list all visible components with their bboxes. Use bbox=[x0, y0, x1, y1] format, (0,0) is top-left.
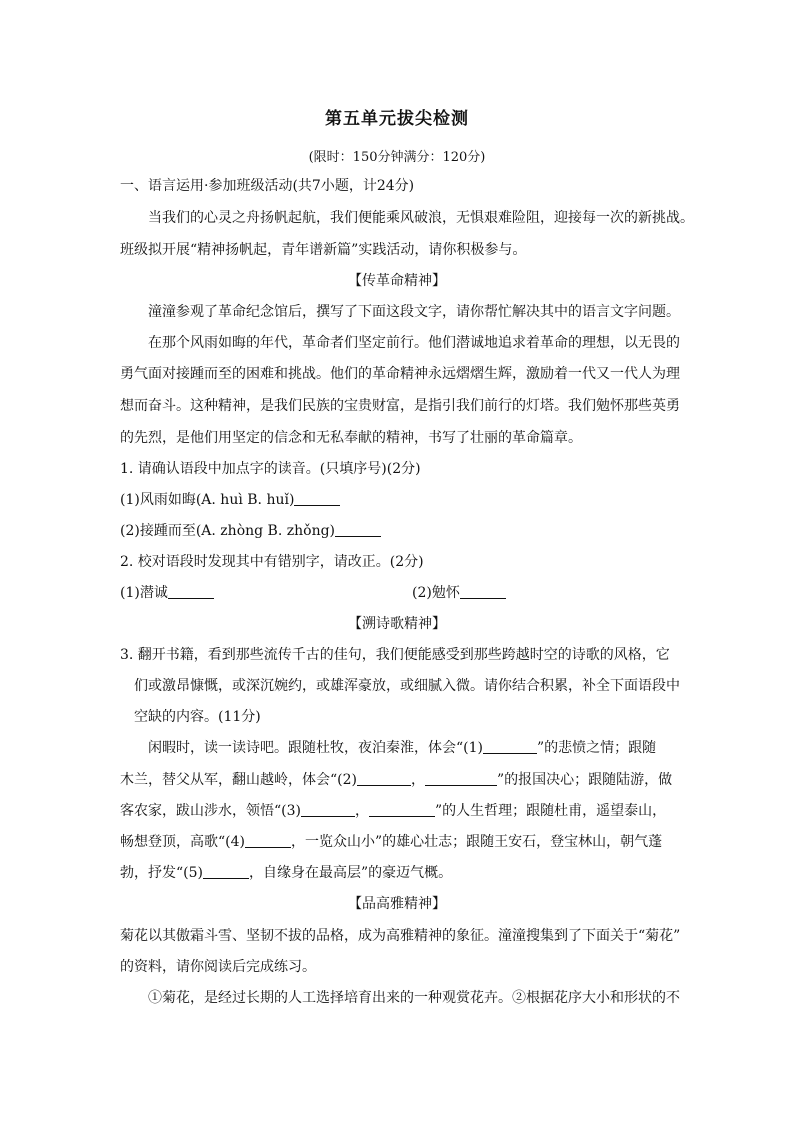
poetry-text: ”的报国决心；跟随陆游，做 bbox=[497, 772, 673, 788]
answer-blank[interactable] bbox=[460, 584, 506, 599]
poetry-text: ， bbox=[411, 772, 425, 788]
part1-intro: 潼潼参观了革命纪念馆后，撰写了下面这段文字，请你帮忙解决其中的语言文字问题。 bbox=[148, 304, 680, 320]
answer-blank[interactable] bbox=[357, 771, 411, 786]
poetry-line-2 bbox=[120, 770, 680, 790]
answer-blank[interactable] bbox=[245, 833, 291, 848]
answer-blank[interactable] bbox=[168, 584, 214, 599]
poetry-text: 客农家，跋山涉水，领悟“(3) bbox=[120, 803, 301, 819]
answer-blank[interactable] bbox=[301, 802, 355, 817]
time-score-info: (限时：150分钟满分：120分) bbox=[308, 150, 486, 165]
question-3-stem-2: 们或激昂慷慨，或深沉婉约，或雄浑豪放，或细腻入微。请你结合积累，补全下面语段中 bbox=[134, 678, 680, 694]
question-2-item-2-text: (2)勉怀 bbox=[412, 585, 460, 601]
question-1-stem: 1. 请确认语段中加点字的读音。(只填序号)(2分) bbox=[120, 461, 421, 477]
passage-line-2: 勇气面对接踵而至的困难和挑战。他们的革命精神永远熠熠生辉，激励着一代又一代人为理 bbox=[120, 366, 680, 382]
chrysanthemum-intro-2: 的资料，请你阅读后完成练习。 bbox=[120, 959, 316, 975]
question-1-item-1-text: (1)风雨如晦(A. huì B. huǐ) bbox=[120, 492, 295, 508]
question-1-item-2-text: (2)接踵而至(A. zhòng B. zhǒng) bbox=[120, 523, 336, 539]
poetry-text: ”的悲愤之情；跟随 bbox=[537, 740, 657, 756]
answer-blank[interactable] bbox=[203, 864, 249, 879]
poetry-text: 木兰，替父从军，翻山越岭，体会“(2) bbox=[120, 772, 357, 788]
poetry-text: 闲暇时，读一读诗吧。跟随杜牧，夜泊秦淮，体会“(1) bbox=[148, 740, 483, 756]
poetry-line-5 bbox=[120, 863, 680, 883]
part-header-elegance: 【品高雅精神】 bbox=[348, 896, 446, 912]
intro-line-2: 班级拟开展“精神扬帆起，青年谱新篇”实践活动，请你积极参与。 bbox=[120, 242, 527, 258]
intro-line-1: 当我们的心灵之舟扬帆起航，我们便能乘风破浪，无惧艰难险阻，迎接每一次的新挑战。 bbox=[148, 210, 694, 226]
passage-line-4: 的先烈，是他们用坚定的信念和无私奉献的精神，书写了壮丽的革命篇章。 bbox=[120, 430, 582, 446]
page-title: 第五单元拔尖检测 bbox=[325, 109, 469, 129]
part-header-revolution: 【传革命精神】 bbox=[348, 273, 446, 289]
passage-line-1: 在那个风雨如晦的年代，革命者们坚定前行。他们潜诚地追求着革命的理想，以无畏的 bbox=[148, 335, 680, 351]
question-2-item-1-text: (1)潜诚 bbox=[120, 585, 168, 601]
question-3-stem-3: 空缺的内容。(11分) bbox=[134, 709, 261, 725]
poetry-text: ，一览众山小”的雄心壮志；跟随王安石，登宝林山，朝气蓬 bbox=[291, 834, 663, 850]
question-1-item-2 bbox=[120, 521, 680, 541]
poetry-text: ”的人生哲理；跟随杜甫，遥望泰山， bbox=[435, 803, 667, 819]
answer-blank[interactable] bbox=[369, 802, 435, 817]
poetry-text: ，自缘身在最高层”的豪迈气概。 bbox=[249, 865, 453, 881]
question-3-stem-1: 3. 翻开书籍，看到那些流传千古的佳句，我们便能感受到那些跨越时空的诗歌的风格，它 bbox=[120, 647, 670, 663]
poetry-text: 勃，抒发“(5) bbox=[120, 865, 203, 881]
poetry-line-4 bbox=[120, 832, 680, 852]
poetry-line-1 bbox=[148, 738, 708, 758]
poetry-line-3 bbox=[120, 801, 680, 821]
part-header-poetry: 【溯诗歌精神】 bbox=[348, 616, 446, 632]
chrysanthemum-passage-1: ①菊花，是经过长期的人工选择培育出来的一种观赏花卉。②根据花序大小和形状的不 bbox=[148, 990, 680, 1006]
answer-blank[interactable] bbox=[294, 491, 340, 506]
passage-line-3: 想而奋斗。这种精神，是我们民族的宝贵财富，是指引我们前行的灯塔。我们勉怀那些英勇 bbox=[120, 398, 680, 414]
question-2-stem: 2. 校对语段时发现其中有错别字，请改正。(2分) bbox=[120, 554, 424, 570]
answer-blank[interactable] bbox=[483, 739, 537, 754]
chrysanthemum-intro-1: 菊花以其傲霜斗雪、坚韧不拔的品格，成为高雅精神的象征。潼潼搜集到了下面关于“菊花” bbox=[120, 928, 681, 944]
answer-blank[interactable] bbox=[335, 522, 381, 537]
question-2-item-2 bbox=[412, 583, 612, 603]
answer-blank[interactable] bbox=[425, 771, 497, 786]
question-1-item-1 bbox=[120, 490, 680, 510]
section-heading: 一、语言运用·参加班级活动(共7小题，计24分) bbox=[120, 178, 415, 194]
poetry-text: ， bbox=[355, 803, 369, 819]
poetry-text: 畅想登顶，高歌“(4) bbox=[120, 834, 245, 850]
